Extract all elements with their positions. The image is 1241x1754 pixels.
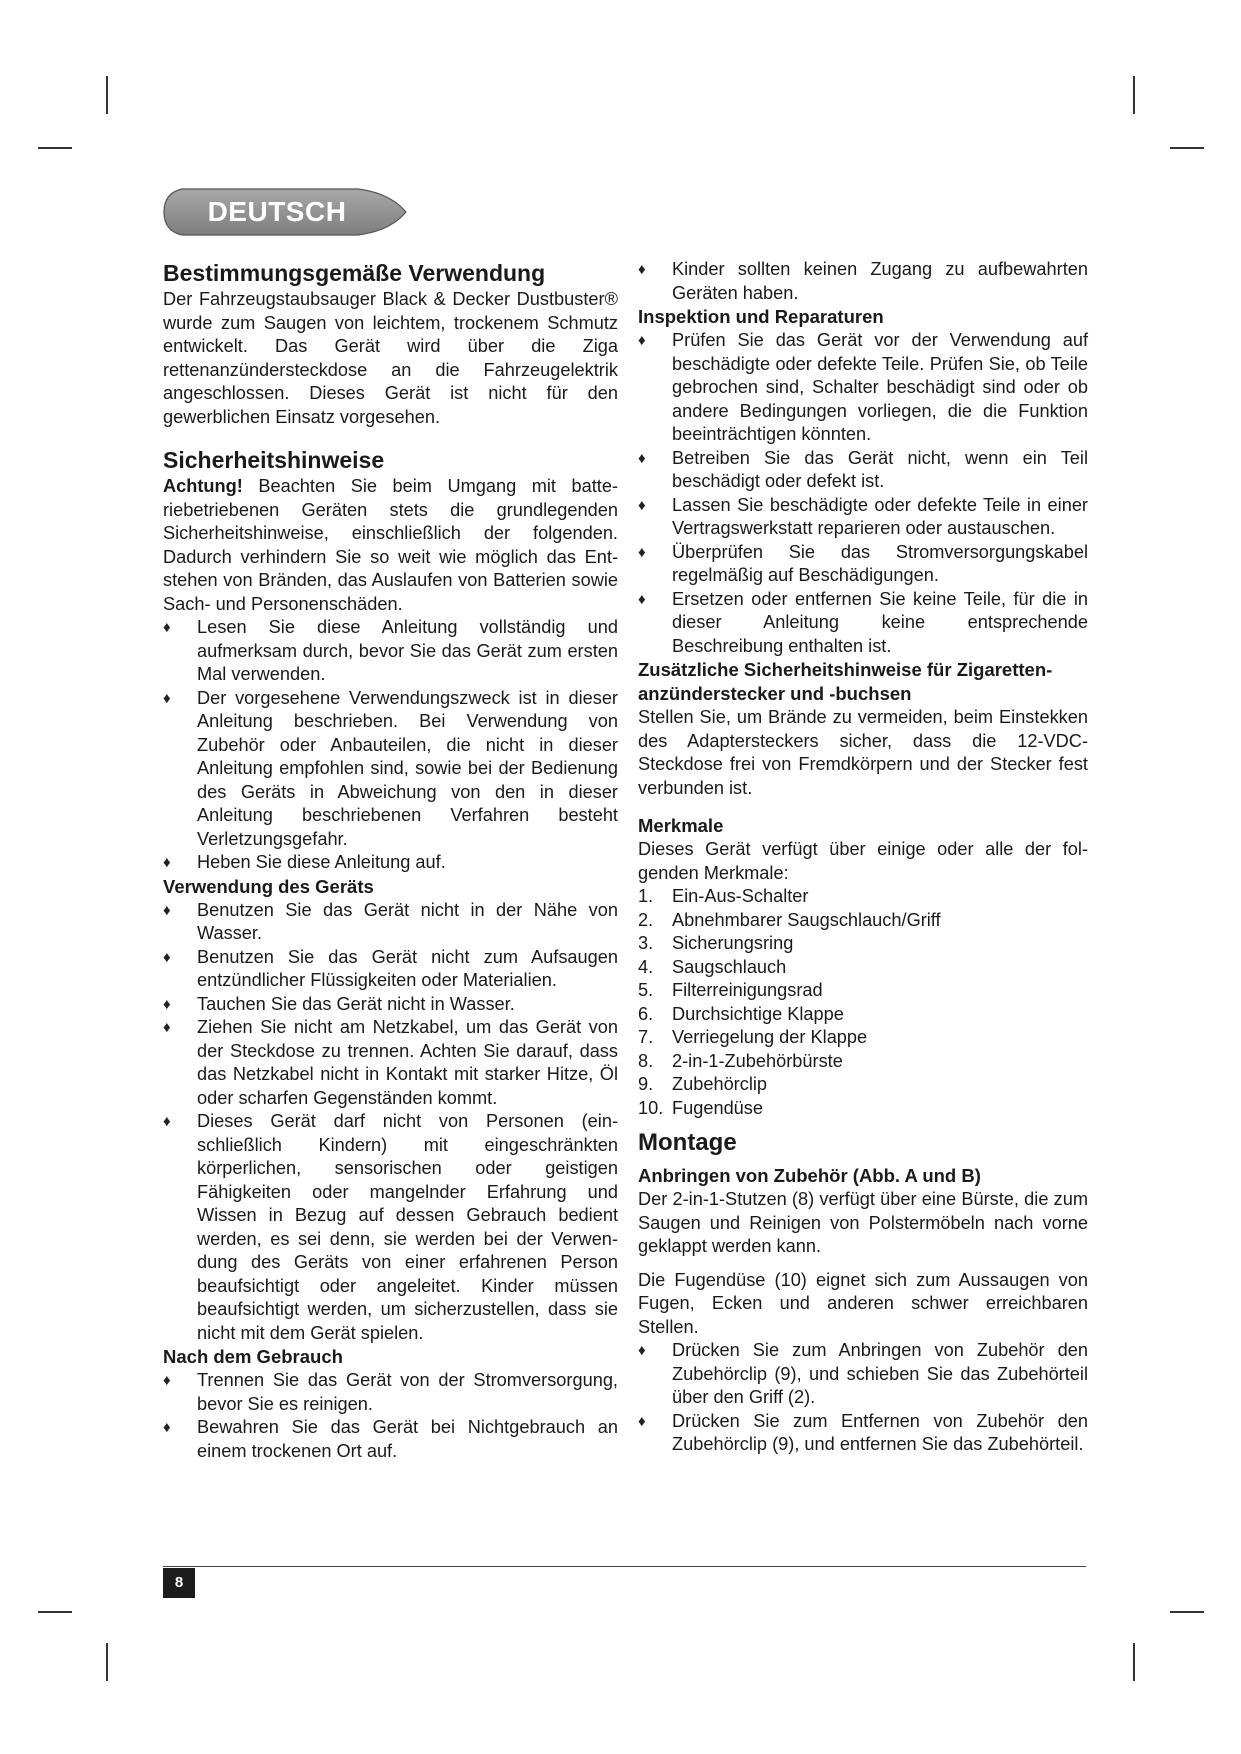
diamond-bullet-icon: ♦ — [638, 590, 646, 608]
diamond-bullet-icon: ♦ — [163, 619, 171, 636]
list-item: 4. Saugschlauch — [638, 956, 787, 977]
intended-use-text: Der Fahrzeugstaubsauger Black & Decker Dustbuster® wurde zum Saugen von leichtem, trockenem Schmutz entwickelt. Das Gerät wird über die Ziga rettenanzündersteckdose an die Fahrzeugelektrik angeschlossen. Dieses Gerät ist nicht für den gewerblichen Einsatz vorgesehen. — [163, 289, 618, 427]
safety-warning-paragraph — [163, 475, 618, 616]
list-item: ♦ Ziehen Sie nicht am Netzkabel, um das Gerät von der Steckdose zu trennen. Achten Sie darauf, dass das Netzkabel nicht in Kontakt mit starker Hitze, Öl oder scharfen Gegenständen kommt. — [163, 1017, 618, 1108]
diamond-bullet-icon: ♦ — [163, 689, 171, 707]
section-title-intended-use: Bestimmungsgemäße Verwendung — [163, 260, 546, 286]
footer-divider — [163, 1566, 1086, 1567]
section-title-features: Merkmale — [638, 815, 724, 836]
warning-text: Beachten Sie beim Umgang mit batteriebetriebenen Geräten stets die grundlegenden Sicherheitshinweise, einschließlich der folgenden. Dadurch verhindern Sie so weit wie möglich das Entstehen von Bränden, das Auslaufen von Batterien sowie Sach- und Personenschäden. — [163, 476, 618, 614]
usage-bullet-list — [163, 899, 618, 1346]
list-item: 1. Ein-Aus-Schalter — [638, 886, 809, 906]
list-item: ♦ Drücken Sie zum Anbringen von Zubehör den Zubehörclip (9), und schieben Sie das Zubehörteil über den Griff (2). — [638, 1340, 1088, 1407]
list-item: ♦ Der vorgesehene Verwendungszweck ist in dieser Anleitung beschrieben. Bei Verwendung von Zubehör oder Anbauteilen, die nicht in dieser Anleitung empfohlen sind, sowie bei der Bedienung des Geräts in Abweichung von den in dieser Anleitung beschriebenen Verfahren besteht Verletzungsgefahr. — [163, 687, 618, 849]
list-item: ♦ Lassen Sie beschädigte oder defekte Teile in einer Vertragswerkstatt reparieren oder austauschen. — [638, 494, 1088, 538]
list-item: 6. Durchsichtige Klappe — [638, 1003, 844, 1024]
features-intro: Dieses Gerät verfügt über einige oder alle der folgenden Merkmale: — [638, 839, 1088, 883]
diamond-bullet-icon: ♦ — [638, 543, 646, 561]
diamond-bullet-icon: ♦ — [163, 995, 171, 1013]
list-item: ♦ Trennen Sie das Gerät von der Stromversorgung, bevor Sie es reinigen. — [163, 1370, 618, 1414]
safety-bullet-list — [163, 616, 618, 875]
diamond-bullet-icon: ♦ — [638, 449, 646, 467]
list-item: ♦ Betreiben Sie das Gerät nicht, wenn ein Teil beschädigt oder defekt ist. — [638, 447, 1088, 491]
page-number: 8 — [163, 1568, 195, 1598]
crop-mark — [106, 1643, 108, 1681]
section-subtitle-attach-accessories: Anbringen von Zubehör (Abb. A und B) — [638, 1165, 981, 1186]
cigarette-lighter-text: Stellen Sie, um Brände zu vermeiden, beim Einstekken des Adaptersteckers sicher, dass die 12-VDC-Steckdose frei von Fremdkörpern und der Stecker fest verbunden ist. — [638, 707, 1088, 798]
list-item: 10. Fugendüse — [638, 1097, 764, 1118]
list-item: ♦ Dieses Gerät darf nicht von Personen (einschließlich Kindern) mit eingeschränkten körperlichen, sensorischen oder geistigen Fähigkeiten oder mangelnder Erfahrung und Wissen in Bezug auf dessen Gebrauch bedient werden, es sei denn, sie werden bei der Verwendung des Geräts von einer erfahrenen Person beaufsichtigt oder angeleitet. Kinder müssen beaufsichtigt werden, um sicherzustellen, dass sie nicht mit dem Gerät spielen. — [163, 1111, 618, 1343]
crop-mark — [38, 1611, 72, 1613]
storage-bullet-list — [638, 258, 1088, 305]
diamond-bullet-icon: ♦ — [638, 496, 646, 514]
section-title-assembly: Montage — [638, 1129, 737, 1156]
crop-mark — [38, 147, 72, 149]
right-column — [638, 258, 1088, 1457]
list-item: ♦ Tauchen Sie das Gerät nicht in Wasser. — [163, 993, 618, 1017]
section-title-cigarette-lighter: Zusätzliche Sicherheitshinweise für Zigarettenanzünderstecker und -buchsen — [638, 659, 1053, 704]
assembly-paragraph-1: Der 2-in-1-Stutzen (8) verfügt über eine Bürste, die zum Saugen und Reinigen von Polstermöbeln nach vorne geklappt werden kann. — [638, 1189, 1088, 1256]
diamond-bullet-icon: ♦ — [638, 1412, 646, 1430]
section-title-usage: Verwendung des Geräts — [163, 875, 374, 897]
diamond-bullet-icon: ♦ — [638, 332, 646, 349]
list-item: 3. Sicherungsring — [638, 933, 794, 953]
diamond-bullet-icon: ♦ — [163, 901, 171, 919]
crop-mark — [106, 76, 108, 114]
left-column — [163, 258, 618, 1463]
diamond-bullet-icon: ♦ — [163, 948, 171, 966]
inspection-bullet-list — [638, 329, 1088, 658]
crop-mark — [1170, 1611, 1204, 1613]
section-title-inspection: Inspektion und Reparaturen — [638, 306, 884, 327]
list-item: 9. Zubehörclip — [638, 1074, 768, 1094]
list-item: 2. Abnehmbarer Saugschlauch/Griff — [638, 909, 941, 930]
crop-mark — [1133, 1643, 1135, 1681]
list-item: ♦ Ersetzen oder entfernen Sie keine Teile, für die in dieser Anleitung keine entsprechende Beschreibung enthalten ist. — [638, 588, 1088, 656]
assembly-paragraph-2: Die Fugendüse (10) eignet sich zum Aussaugen von Fugen, Ecken und anderen schwer erreichbaren Stellen. — [638, 1269, 1088, 1337]
warning-label: Achtung! — [163, 476, 243, 496]
list-item: 8. 2-in-1-Zubehörbürste — [638, 1050, 843, 1071]
list-item: ♦ Überprüfen Sie das Stromversorgungskabel regelmäßig auf Beschädigungen. — [638, 541, 1088, 585]
list-item: ♦ Heben Sie diese Anleitung auf. — [163, 851, 618, 875]
diamond-bullet-icon: ♦ — [163, 1419, 171, 1436]
assembly-bullet-list — [638, 1339, 1088, 1457]
list-item: ♦ Benutzen Sie das Gerät nicht in der Nähe von Wasser. — [163, 899, 618, 943]
list-item: 5. Filterreinigungsrad — [638, 980, 823, 1000]
list-item: ♦ Prüfen Sie das Gerät vor der Verwendung auf beschädigte oder defekte Teile. Prüfen Sie, ob Teile gebrochen sind, Schalter beschädigt sind oder ob andere Bedingungen vorliegen, die die Funktion beeinträchtigen könnten. — [638, 330, 1088, 444]
list-item: ♦ Bewahren Sie das Gerät bei Nichtgebrauch an einem trockenen Ort auf. — [163, 1417, 618, 1461]
features-list — [638, 885, 1088, 1120]
section-title-safety: Sicherheitshinweise — [163, 447, 385, 473]
list-item: ♦ Lesen Sie diese Anleitung vollständig und aufmerksam durch, bevor Sie das Gerät zum ersten Mal verwenden. — [163, 617, 618, 684]
diamond-bullet-icon: ♦ — [163, 1019, 171, 1036]
crop-mark — [1133, 76, 1135, 114]
language-tab — [162, 187, 408, 237]
section-title-after-use: Nach dem Gebrauch — [163, 1346, 343, 1367]
crop-mark — [1170, 147, 1204, 149]
after-use-bullet-list — [163, 1369, 618, 1463]
diamond-bullet-icon: ♦ — [163, 1372, 171, 1389]
list-item: ♦ Benutzen Sie das Gerät nicht zum Aufsaugen entzündlicher Flüssigkeiten oder Materialien. — [163, 946, 618, 990]
diamond-bullet-icon: ♦ — [638, 1342, 646, 1359]
diamond-bullet-icon: ♦ — [638, 261, 646, 278]
diamond-bullet-icon: ♦ — [163, 854, 171, 871]
list-item: 7. Verriegelung der Klappe — [638, 1027, 868, 1047]
language-label: DEUTSCH — [207, 196, 347, 227]
diamond-bullet-icon: ♦ — [163, 1113, 171, 1130]
list-item: ♦ Kinder sollten keinen Zugang zu aufbewahrten Geräten haben. — [638, 259, 1088, 303]
list-item: ♦ Drücken Sie zum Entfernen von Zubehör den Zubehörclip (9), und entfernen Sie das Zubehörteil. — [638, 1410, 1088, 1454]
